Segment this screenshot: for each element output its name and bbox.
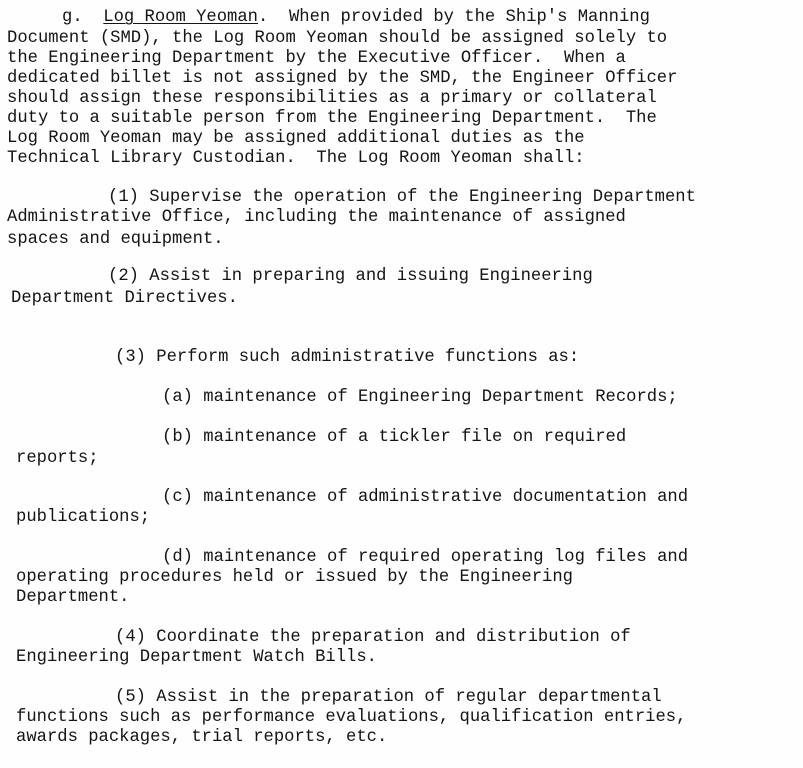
- item-first-line: (1) Supervise the operation of the Engineering Department: [108, 188, 696, 207]
- section-line: Technical Library Custodian. The Log Room Yeoman shall:: [7, 149, 585, 168]
- subitem-line: publications;: [16, 508, 151, 527]
- item-line: spaces and equipment.: [7, 230, 224, 249]
- subitem-line: operating procedures held or issued by the Engineering: [16, 568, 573, 587]
- subitem-line: Department.: [16, 588, 130, 607]
- subitem-first-line: (b) maintenance of a tickler file on required: [162, 428, 627, 447]
- item-first-line: (5) Assist in the preparation of regular departmental: [115, 688, 662, 707]
- item-first-line: (2) Assist in preparing and issuing Engineering: [108, 267, 593, 286]
- subitem-first-line: (c) maintenance of administrative documentation and: [162, 488, 689, 507]
- item-line: Administrative Office, including the maintenance of assigned: [7, 208, 626, 227]
- section-heading-tail: . When provided by the Ship's Manning: [258, 8, 650, 27]
- section-line: Document (SMD), the Log Room Yeoman should be assigned solely to: [7, 29, 668, 48]
- subitem-line: reports;: [16, 449, 99, 468]
- section-letter: g.: [62, 8, 83, 27]
- section-line: Log Room Yeoman may be assigned additional duties as the: [7, 129, 585, 148]
- item-line: Department Directives.: [11, 289, 238, 308]
- section-first-line: [62, 8, 650, 28]
- item-line: functions such as performance evaluations, qualification entries,: [16, 708, 687, 727]
- section-line: dedicated billet is not assigned by the SMD, the Engineer Officer: [7, 69, 678, 88]
- item-first-line: (3) Perform such administrative functions as:: [115, 348, 580, 367]
- subitem-first-line: (a) maintenance of Engineering Department Records;: [162, 388, 678, 407]
- subitem-first-line: (d) maintenance of required operating log files and: [162, 548, 689, 567]
- item-line: awards packages, trial reports, etc.: [16, 728, 388, 747]
- section-line: should assign these responsibilities as a primary or collateral: [7, 89, 657, 108]
- section-heading: Log Room Yeoman: [103, 8, 258, 27]
- item-line: Engineering Department Watch Bills.: [16, 648, 377, 667]
- item-first-line: (4) Coordinate the preparation and distribution of: [115, 628, 631, 647]
- section-line: the Engineering Department by the Executive Officer. When a: [7, 49, 626, 68]
- section-line: duty to a suitable person from the Engineering Department. The: [7, 109, 657, 128]
